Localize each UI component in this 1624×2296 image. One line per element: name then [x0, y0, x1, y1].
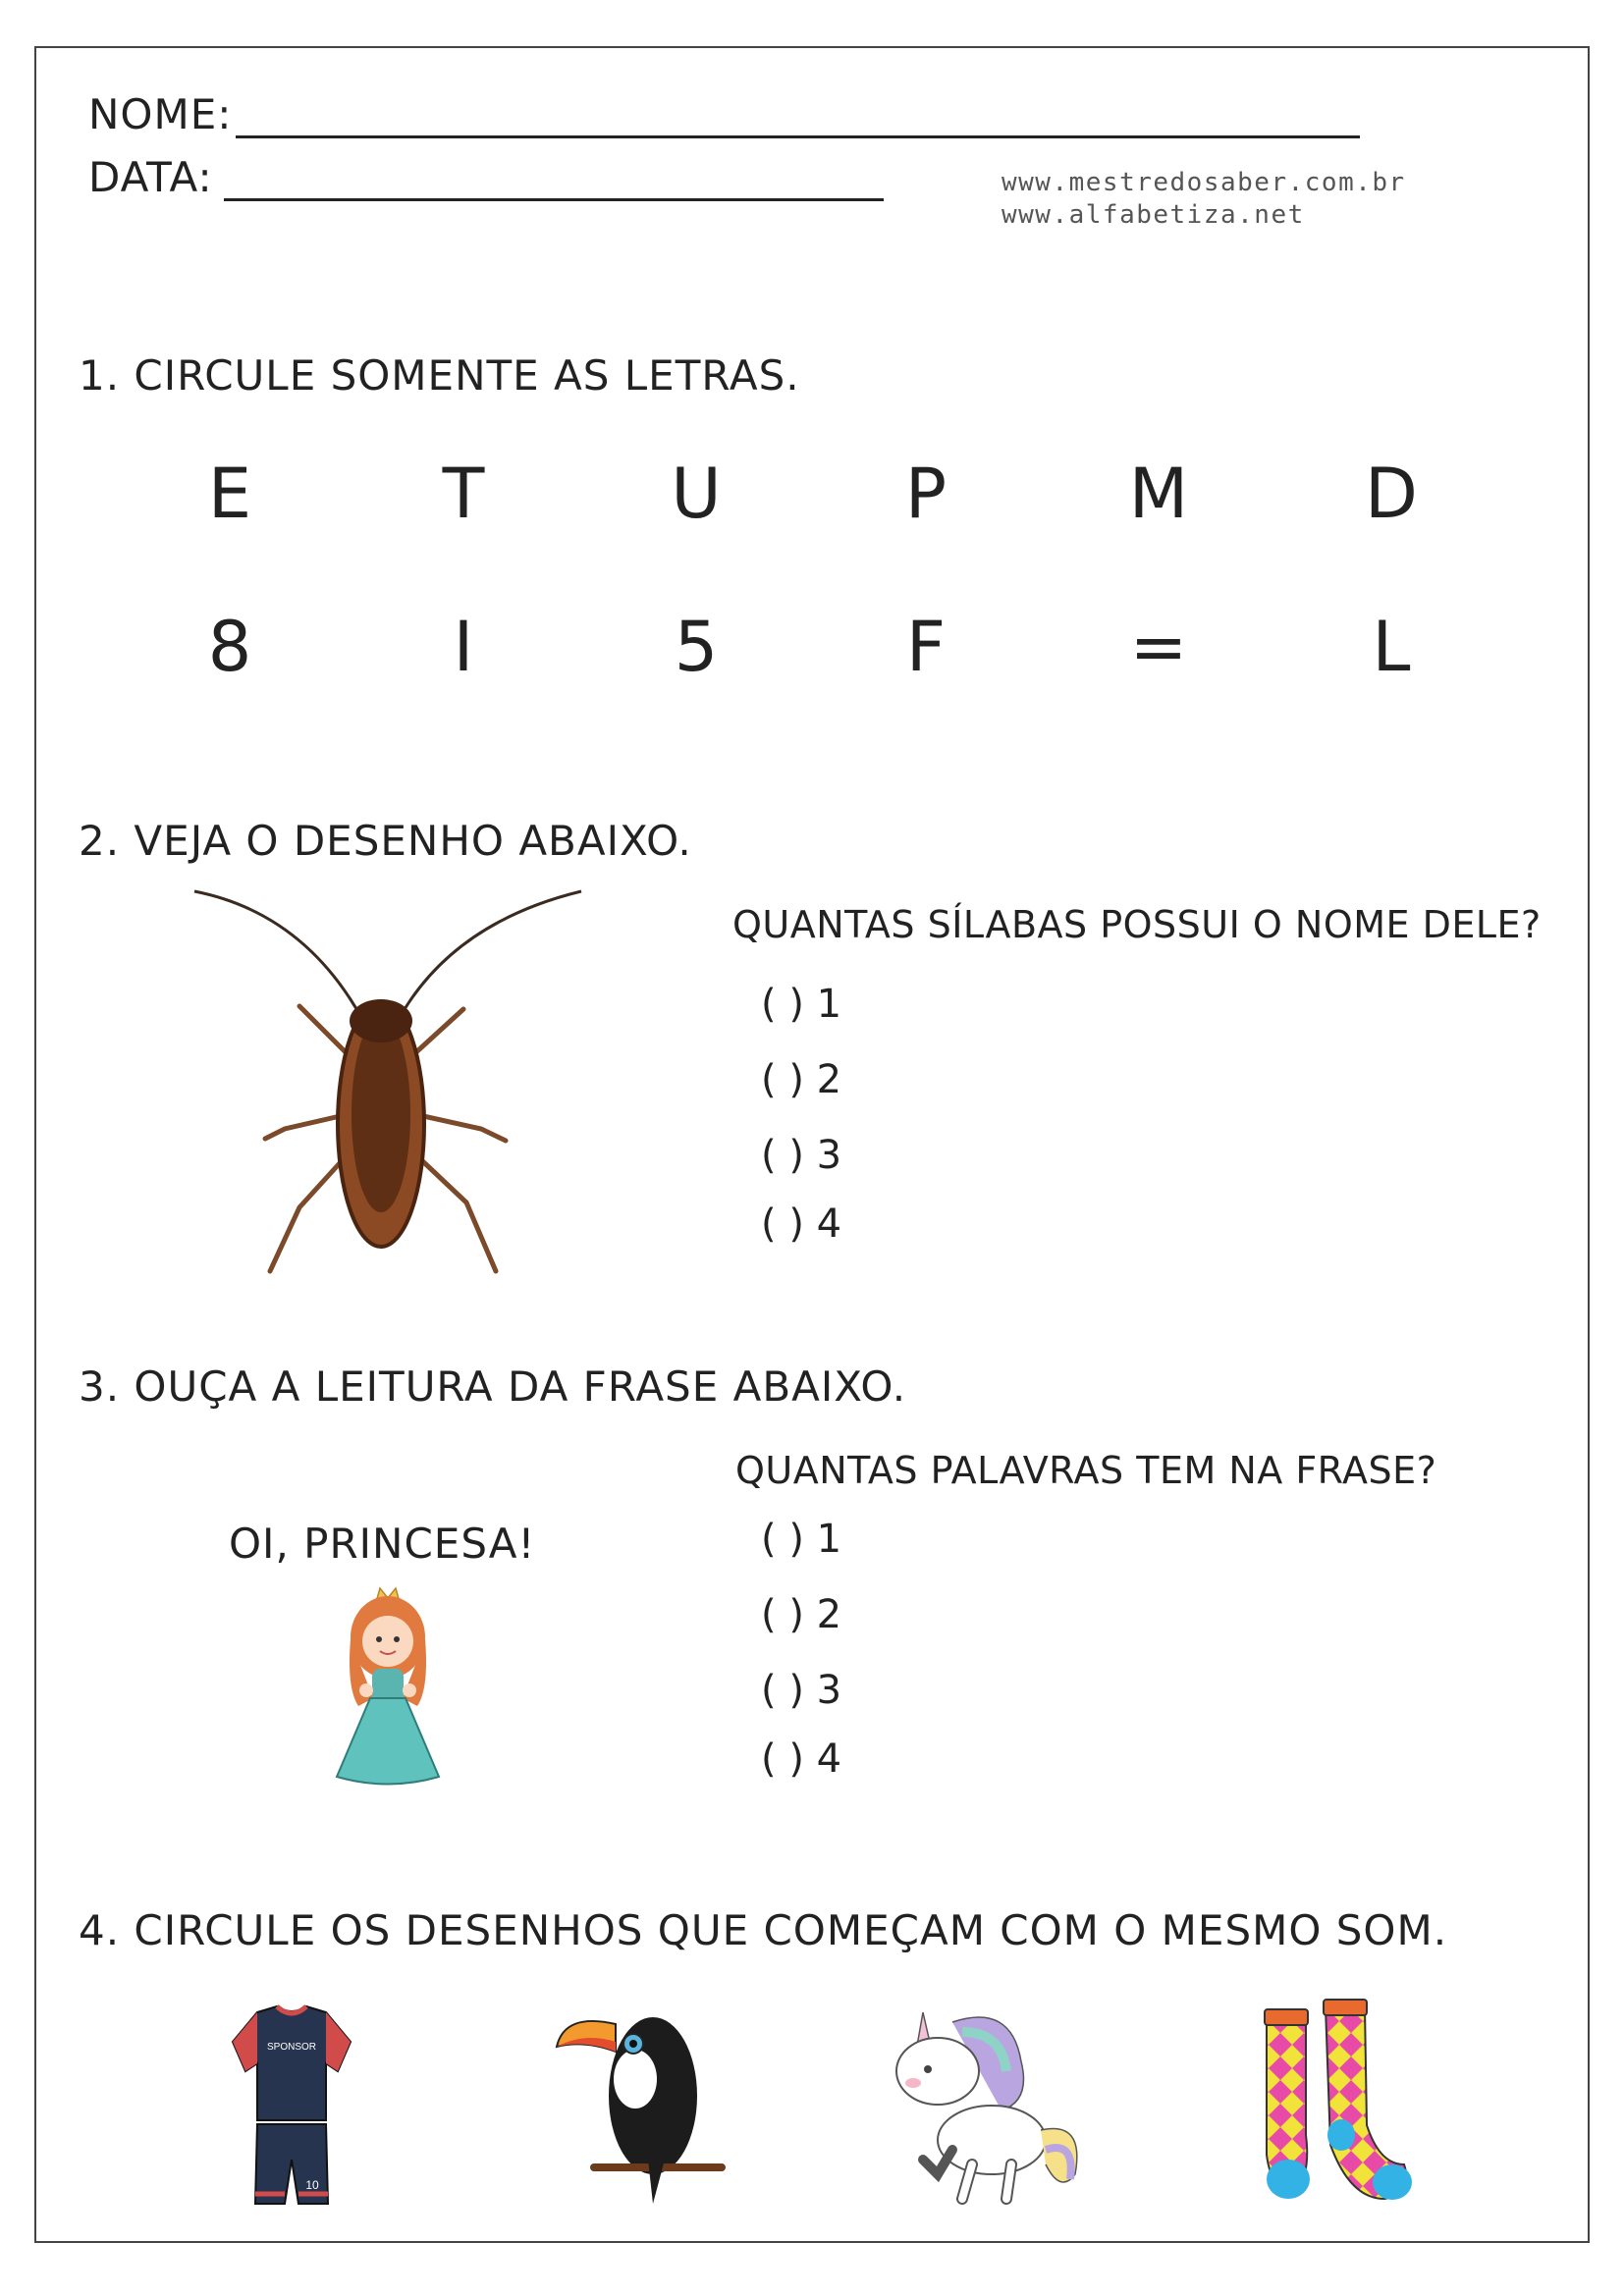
unicorn-icon[interactable] [884, 2002, 1090, 2209]
q3-option[interactable]: ( ) 1 [761, 1517, 842, 1562]
shirt-sponsor-text: SPONSOR [266, 2042, 317, 2053]
q2-option[interactable]: ( ) 4 [761, 1201, 842, 1247]
name-label: NOME: [88, 90, 233, 138]
symbol[interactable]: T [442, 454, 485, 534]
q3-option[interactable]: ( ) 2 [761, 1592, 842, 1637]
website-2: www.alfabetiza.net [1001, 200, 1305, 230]
q3-option[interactable]: ( ) 4 [761, 1736, 842, 1782]
symbol[interactable]: E [207, 454, 252, 534]
symbol[interactable]: = [1129, 607, 1188, 687]
soccer-uniform-icon[interactable] [228, 2002, 355, 2209]
q3-question: QUANTAS PALAVRAS TEM NA FRASE? [735, 1449, 1437, 1492]
cockroach-icon [187, 883, 599, 1276]
date-label: DATA: [88, 153, 213, 201]
q2-title: 2. VEJA O DESENHO ABAIXO. [79, 817, 692, 865]
q2-option[interactable]: ( ) 3 [761, 1133, 842, 1178]
symbol[interactable]: D [1365, 454, 1418, 534]
q2-option[interactable]: ( ) 2 [761, 1057, 842, 1102]
princess-icon [329, 1580, 447, 1787]
symbol[interactable]: I [453, 607, 474, 687]
q2-option[interactable]: ( ) 1 [761, 982, 842, 1027]
toucan-icon[interactable] [555, 2002, 731, 2209]
q1-title: 1. CIRCULE SOMENTE AS LETRAS. [79, 351, 800, 400]
symbol[interactable]: 8 [207, 607, 252, 687]
symbol[interactable]: L [1372, 607, 1411, 687]
q3-title: 3. OUÇA A LEITURA DA FRASE ABAIXO. [79, 1362, 907, 1411]
q2-question: QUANTAS SÍLABAS POSSUI O NOME DELE? [732, 903, 1542, 946]
symbol[interactable]: M [1128, 454, 1189, 534]
symbol[interactable]: 5 [674, 607, 719, 687]
q3-phrase: OI, PRINCESA! [229, 1520, 536, 1568]
q3-option[interactable]: ( ) 3 [761, 1668, 842, 1713]
website-1: www.mestredosaber.com.br [1001, 168, 1406, 197]
symbol[interactable]: F [905, 607, 947, 687]
symbol[interactable]: P [904, 454, 947, 534]
q4-title: 4. CIRCULE OS DESENHOS QUE COMEÇAM COM O MESMO SOM. [79, 1906, 1448, 1954]
shirt-number-text: 10 [305, 2178, 319, 2192]
name-field-line[interactable] [236, 135, 1360, 138]
date-field-line[interactable] [224, 198, 884, 201]
symbol[interactable]: U [671, 454, 722, 534]
socks-icon[interactable] [1257, 1998, 1414, 2209]
